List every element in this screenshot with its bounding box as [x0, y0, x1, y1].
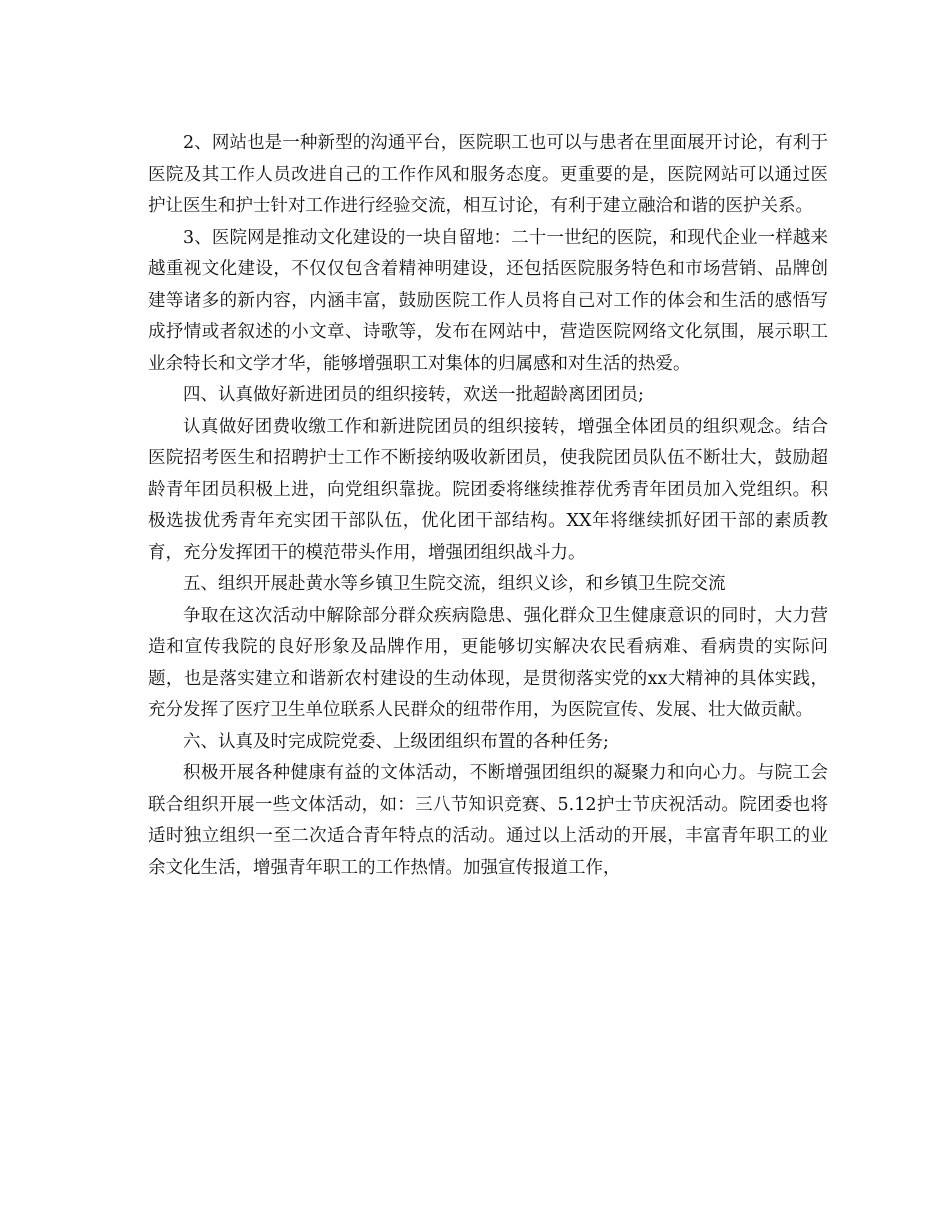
document-body: [148, 128, 828, 884]
paragraph-website-communication: 2、网站也是一种新型的沟通平台，医院职工也可以与患者在里面展开讨论，有利于医院及其工作人员改进自己的工作作风和服务态度。更重要的是，医院网站可以通过医护让医生和护士针对工作进行经验交流，相互讨论，有利于建立融洽和谐的医护关系。: [148, 133, 828, 216]
heading-member-transfer: 四、认真做好新进团员的组织接转，欢送一批超龄离团团员;: [183, 385, 644, 405]
heading-complete-tasks: 六、认真及时完成院党委、上级团组织布置的各种任务;: [183, 731, 609, 752]
paragraph-township-exchange: 争取在这次活动中解除部分群众疾病隐患、强化群众卫生健康意识的同时，大力营造和宣传我院的良好形象及品牌作用，更能够切实解决农民看病难、看病贵的实际问题，也是落实建立和谐新农村建设的生动体现，是贯彻落实党的xx大精神的具体实践，充分发挥了医疗卫生单位联系人民群众的纽带作用，为医院宣传、发展、壮大做贡献。: [148, 605, 828, 720]
heading-township-exchange: 五、组织开展赴黄水等乡镇卫生院交流，组织义诊，和乡镇卫生院交流: [183, 574, 726, 594]
paragraph-culture-building: 3、医院网是推动文化建设的一块自留地：二十一世纪的医院，和现代企业一样越来越重视文化建设，不仅仅包含着精神明建设，还包括医院服务特色和市场营销、品牌创建等诸多的新内容，内涵丰富，鼓励医院工作人员将自己对工作的体会和生活的感悟写成抒情或者叙述的小文章、诗歌等，发布在网站中，营造医院网络文化氛围，展示职工业余特长和文学才华，能够增强职工对集体的归属感和对生活的热爱。: [148, 227, 828, 374]
paragraph-member-transfer: 认真做好团费收缴工作和新进院团员的组织接转，增强全体团员的组织观念。结合医院招考医生和招聘护士工作不断接纳吸收新团员，使我院团员队伍不断壮大，鼓励超龄青年团员积极上进，向党组织靠拢。院团委将继续推荐优秀青年团员加入党组织。积极选拔优秀青年充实团干部队伍，优化团干部结构。XX年将继续抓好团干部的素质教育，充分发挥团干的模范带头作用，增强团组织战斗力。: [148, 416, 828, 563]
paragraph-cultural-activities: 积极开展各种健康有益的文体活动，不断增强团组织的凝聚力和向心力。与院工会联合组织开展一些文体活动，如：三八节知识竞赛、5.12护士节庆祝活动。院团委也将适时独立组织一至二次适合青年特点的活动。通过以上活动的开展，丰富青年职工的业余文化生活，增强青年职工的工作热情。加强宣传报道工作，: [148, 763, 828, 878]
